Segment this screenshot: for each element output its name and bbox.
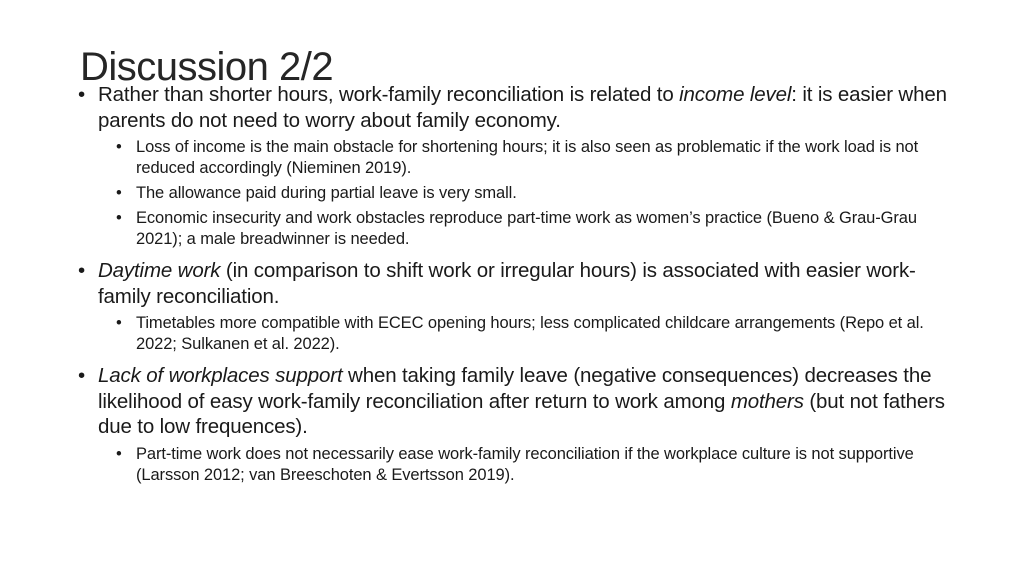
sub-bullet-text: Timetables more compatible with ECEC opening hours; less complicated childcare arrangements (Repo et al. 2022; Sulkanen et al. 2022).: [136, 314, 924, 353]
sub-bullet-point: [116, 208, 958, 250]
emphasis-text: Daytime work: [98, 259, 221, 282]
sub-bullet-text: The allowance paid during partial leave is very small.: [136, 184, 517, 202]
bullet-list: [78, 82, 958, 494]
emphasis-text: Lack of workplaces support: [98, 364, 343, 387]
emphasis-text: mothers: [730, 389, 804, 413]
bullet-point: [78, 82, 958, 133]
emphasis-text: income level: [679, 83, 792, 106]
sub-bullet-list: [78, 313, 958, 355]
bullet-text: when taking family leave (negative consequences) decreases the likelihood of easy work-family reconciliation after return to work among: [98, 364, 932, 413]
bullet-text: (in comparison to shift work or irregular hours) is associated with easier work-family reconciliation.: [98, 259, 916, 308]
bullet-marker: •: [116, 314, 122, 332]
sub-bullet-text: Loss of income is the main obstacle for shortening hours; it is also seen as problematic if the work load is not reduced accordingly (Nieminen 2019).: [136, 138, 919, 177]
bullet-marker: •: [78, 83, 86, 106]
bullet-text: Rather than shorter hours, work-family reconciliation is related to: [98, 83, 680, 106]
bullet-marker: •: [78, 364, 86, 387]
bullet-text: : it is easier when parents do not need to worry about family economy.: [98, 83, 947, 132]
sub-bullet-text: Economic insecurity and work obstacles reproduce part-time work as women’s practice (Bueno & Grau-Grau 2021); a male breadwinner is needed.: [136, 209, 917, 248]
sub-bullet-point: [116, 444, 958, 486]
sub-bullet-list: [78, 137, 958, 250]
bullet-marker: •: [116, 444, 122, 463]
bullet-point: [78, 258, 958, 309]
slide-title: Discussion 2/2: [80, 44, 334, 89]
sub-bullet-text: Part-time work does not necessarily ease work-family reconciliation if the workplace culture is not supportive (Larsson 2012; van Breeschoten & Evertsson 2019).: [136, 444, 914, 484]
bullet-marker: •: [78, 259, 86, 282]
sub-bullet-point: [116, 137, 958, 179]
sub-bullet-point: [116, 183, 958, 204]
sub-bullet-list: [78, 444, 958, 486]
sub-bullet-point: [116, 313, 958, 355]
bullet-marker: •: [116, 184, 122, 202]
bullet-marker: •: [116, 209, 122, 227]
bullet-text: (but not fathers due to low frequences).: [98, 389, 945, 438]
bullet-point: [78, 363, 958, 440]
bullet-marker: •: [116, 138, 122, 156]
